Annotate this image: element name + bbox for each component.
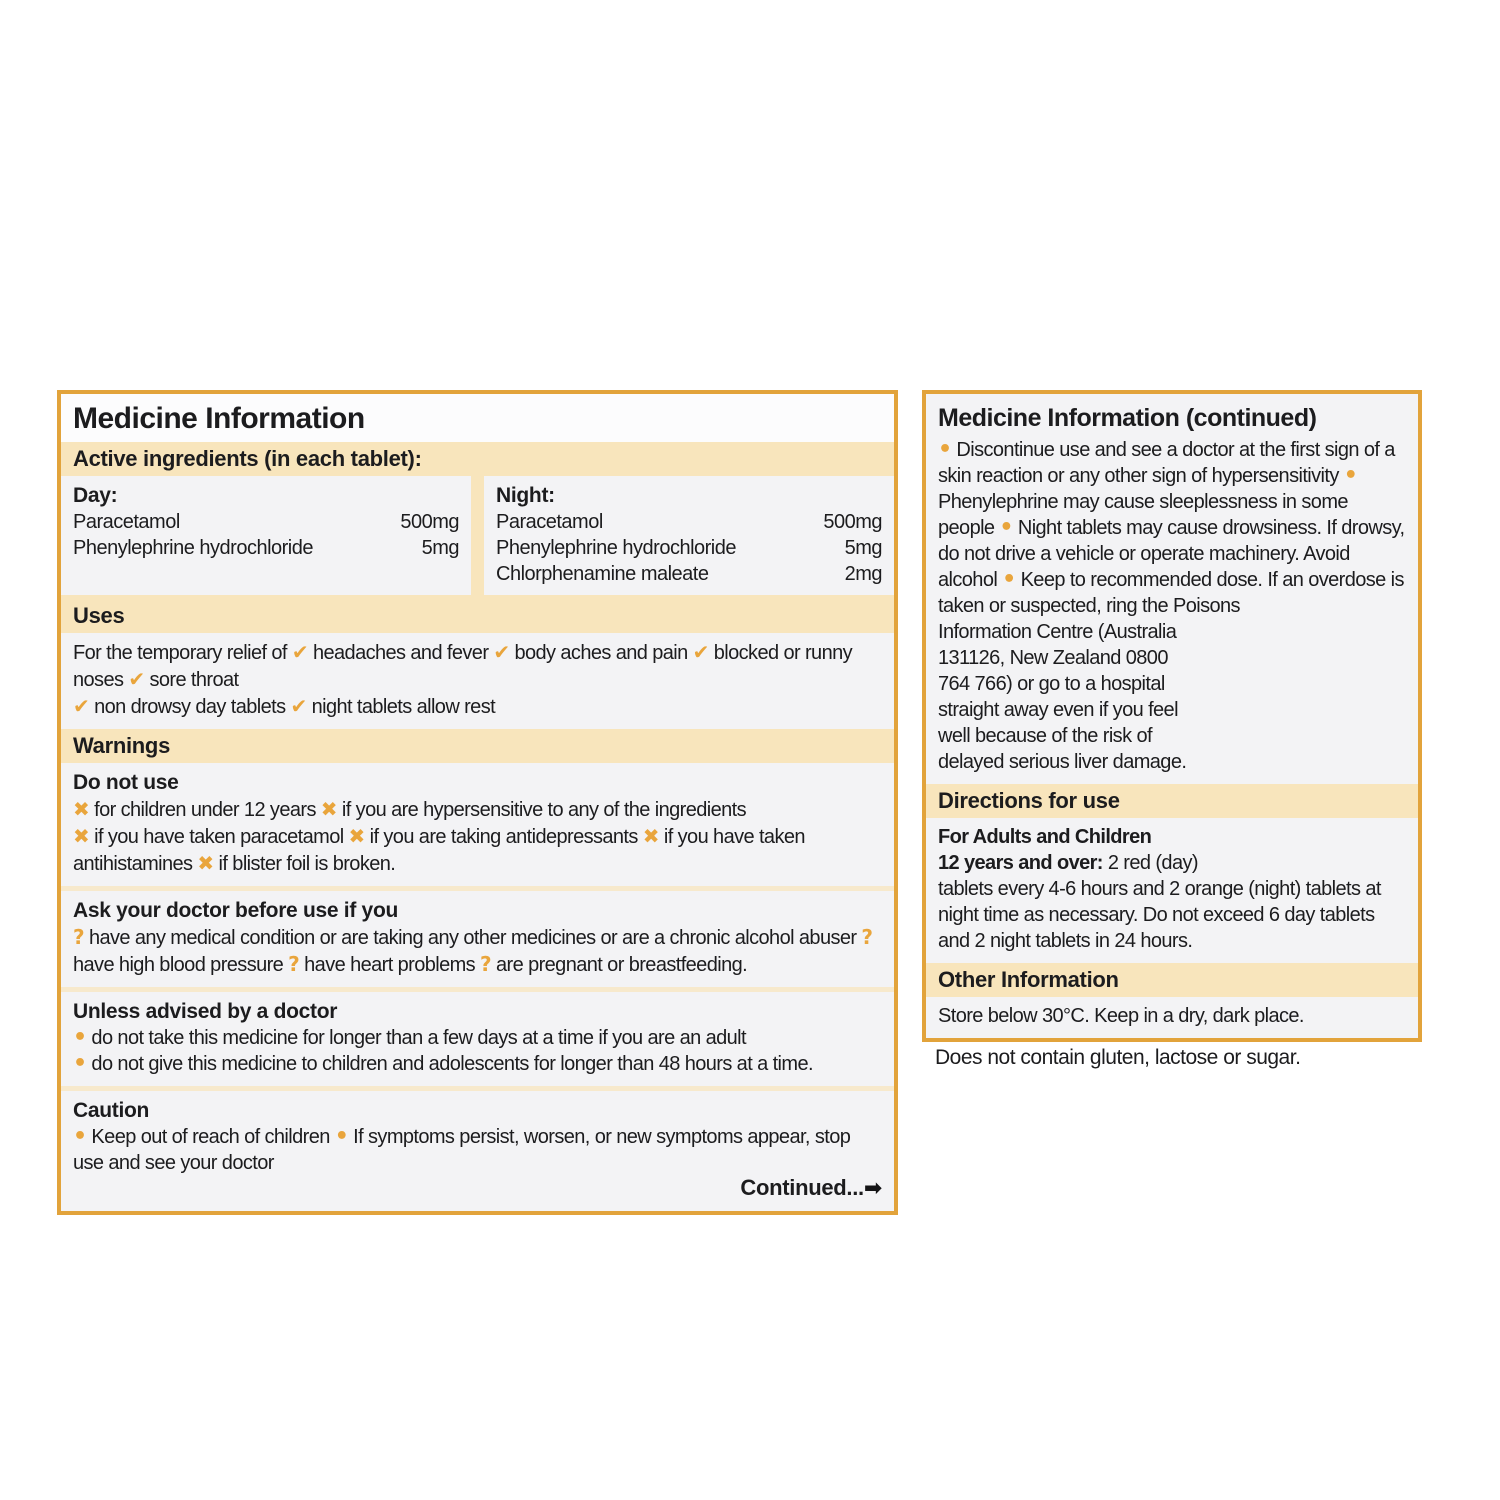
dot-icon: • <box>73 1025 87 1050</box>
check-icon: ✔ <box>692 640 709 664</box>
do-not-use-text: ✖ for children under 12 years ✖ if you are hypersensitive to any of the ingredients <box>73 797 747 821</box>
medicine-information-panel <box>57 390 898 1215</box>
night-label: Night: <box>496 484 555 507</box>
uses-text: ✔ non drowsy day tablets ✔ night tablets allow rest <box>73 694 496 718</box>
ingredient-row <box>73 509 459 535</box>
cross-icon: ✖ <box>320 797 337 821</box>
ingredient-amount: 500mg <box>823 511 882 533</box>
do-not-use-heading: Do not use <box>73 771 179 794</box>
day-label: Day: <box>73 484 118 507</box>
poisons-line: 131126, New Zealand 0800 <box>938 647 1168 669</box>
cross-icon: ✖ <box>73 824 90 848</box>
ask-doctor-heading: Ask your doctor before use if you <box>73 899 398 922</box>
ingredient-row <box>496 509 882 535</box>
precautions-section <box>926 437 1418 784</box>
q-icon: ? <box>861 925 873 949</box>
check-icon: ✔ <box>290 694 307 718</box>
dot-icon: • <box>334 1124 349 1149</box>
dot-icon: • <box>1002 567 1016 592</box>
ingredient-row <box>496 535 882 561</box>
dot-icon: • <box>73 1051 87 1076</box>
cross-icon: ✖ <box>197 851 214 875</box>
caution-section <box>61 1091 894 1211</box>
bold-text: Continued... <box>740 1175 864 1200</box>
dot-icon: • <box>999 515 1013 540</box>
ingredient-name: Paracetamol <box>496 511 603 533</box>
check-icon: ✔ <box>73 694 90 718</box>
do-not-use-text: ✖ if you have taken paracetamol ✖ if you are taking antidepressants ✖ if you have taken antihistamines ✖ if blister foil is broken. <box>73 824 805 875</box>
bold-text: 12 years and over: <box>938 852 1103 874</box>
cross-icon: ✖ <box>348 824 365 848</box>
ingredient-row <box>496 561 882 587</box>
uses-heading: Uses <box>61 599 894 633</box>
check-icon: ✔ <box>493 640 510 664</box>
bold-text: For Adults and Children <box>938 826 1152 848</box>
column-divider <box>471 476 484 595</box>
ingredient-name: Chlorphenamine maleate <box>496 563 709 585</box>
unless-advised-heading: Unless advised by a doctor <box>73 1000 338 1023</box>
panel-title: Medicine Information <box>61 394 894 442</box>
ingredient-name: Phenylephrine hydrochloride <box>73 537 313 559</box>
continued-marker <box>740 1175 882 1202</box>
storage-text: Store below 30°C. Keep in a dry, dark place. <box>938 1005 1304 1027</box>
poisons-line: 764 766) or go to a hospital <box>938 673 1165 695</box>
ingredient-name: Paracetamol <box>73 511 180 533</box>
uses-text: For the temporary relief of ✔ headaches and fever ✔ body aches and pain ✔ blocked or runny noses ✔ sore throat <box>73 640 853 691</box>
ingredient-amount: 5mg <box>844 537 882 559</box>
poisons-line: straight away even if you feel <box>938 699 1178 721</box>
q-icon: ? <box>480 952 492 976</box>
poisons-line: well because of the risk of <box>938 725 1152 747</box>
unless-advised-text: • do not take this medicine for longer than a few days at a time if you are an adult <box>73 1025 746 1050</box>
other-information-heading: Other Information <box>926 963 1418 997</box>
cross-icon: ✖ <box>73 797 90 821</box>
precautions-text: • Discontinue use and see a doctor at the first sign of a skin reaction or any other sign of hypersensitivity • Phenylephrine may cause sleeplessness in some people • Night tablets may cause drowsiness. If drowsy, do not drive a vehicle or operate machinery. Avoid alcohol • Keep to recommended dose. If an overdose is taken or suspected, ring the Poisons <box>938 437 1405 617</box>
directions-text <box>938 824 1406 850</box>
arrow-icon: ➡ <box>863 1176 882 1201</box>
dot-icon: • <box>73 1124 87 1149</box>
ask-doctor-section <box>61 891 894 987</box>
day-ingredients-column <box>61 476 471 595</box>
directions-text: 12 years and over: 2 red (day) <box>938 852 1198 874</box>
caution-text: • Keep out of reach of children • If symptoms persist, worsen, or new symptoms appear, stop use and see your doctor <box>73 1124 851 1174</box>
unless-advised-text: • do not give this medicine to children and adolescents for longer than 48 hours at a time. <box>73 1051 813 1076</box>
dot-icon: • <box>938 437 952 462</box>
unless-advised-section <box>61 992 894 1086</box>
ingredient-row <box>73 535 459 561</box>
check-icon: ✔ <box>291 640 309 664</box>
q-icon: ? <box>73 925 85 949</box>
directions-section <box>926 818 1418 963</box>
ask-doctor-text: ? have any medical condition or are taking any other medicines or are a chronic alcohol abuser ? have high blood pressure ? have heart problems ? are pregnant or breastfeeding. <box>73 925 873 976</box>
night-ingredients-column <box>484 476 894 595</box>
panel-title: Medicine Information (continued) <box>926 394 1418 437</box>
do-not-use-section <box>61 763 894 886</box>
ingredient-name: Phenylephrine hydrochloride <box>496 537 736 559</box>
caution-heading: Caution <box>73 1099 150 1122</box>
ingredient-amount: 5mg <box>421 537 459 559</box>
directions-heading: Directions for use <box>926 784 1418 818</box>
cross-icon: ✖ <box>642 824 659 848</box>
ingredient-amount: 2mg <box>844 563 882 585</box>
ingredients-table <box>61 476 894 599</box>
dot-icon: • <box>1343 463 1358 488</box>
active-ingredients-heading: Active ingredients (in each tablet): <box>61 442 894 476</box>
uses-section <box>61 633 894 729</box>
medicine-information-continued-panel <box>922 390 1422 1042</box>
poisons-line: Information Centre (Australia <box>938 621 1177 643</box>
check-icon: ✔ <box>128 667 145 691</box>
warnings-heading: Warnings <box>61 729 894 763</box>
other-information-section <box>926 997 1418 1038</box>
gluten-lactose-sugar-note: Does not contain gluten, lactose or sugar. <box>935 1046 1301 1069</box>
directions-text: tablets every 4-6 hours and 2 orange (night) tablets at night time as necessary. Do not exceed 6 day tablets and 2 night tablets in 24 hours. <box>938 878 1381 952</box>
poisons-line: delayed serious liver damage. <box>938 751 1187 773</box>
ingredient-amount: 500mg <box>400 511 459 533</box>
q-icon: ? <box>288 952 300 976</box>
